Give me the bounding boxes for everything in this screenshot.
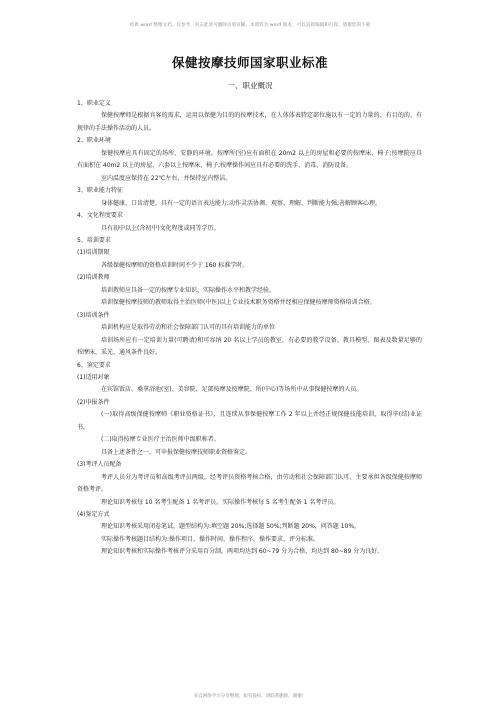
paragraph: (二)取得按摩专业医疗主治医师中级职称者。	[101, 436, 220, 444]
paragraph: (一)取得高级保健按摩师《职业资格证书》，且连续从事保健按摩工作 2 年以上并经正规保健技能培训，取得毕(结)业证书。	[77, 411, 422, 431]
subheading: (4)鉴定方式	[77, 510, 110, 518]
document-body	[77, 98, 422, 559]
subheading: (3)考评人员配备	[77, 461, 122, 469]
paragraph: 培训保健按摩技师的教师取得主治医师(中医)以上专业技术职务资格并经相应保健按摩师资格培训合格。	[101, 299, 376, 307]
paragraph: 培训教师应具备一定的按摩专业知识、实际操作水平和教学经验。	[101, 286, 276, 294]
paragraph: 保健按摩应具有固定的场所、安静的环境。按摩所(室)应有面积在 20m2 以上的房屋和必要的按摩床、椅子;按摩院应具有面积在 40m2 以上的房屋，六套以上按摩床、椅子;按摩操作间应具有必要的洗手、消毒、消防设备。	[77, 149, 422, 170]
paragraph: 实际操作考核题目结构为:操作项目、操作时间、操作程序、操作要求、评分标准。	[101, 535, 320, 543]
subheading: (1)培训期限	[77, 249, 110, 257]
document-title: 保健按摩技师国家职业标准	[171, 55, 328, 70]
header-note: 经典 word 整理文档，仅参考，双击此处可删除页眉页脚。本资料为 word 版本，可以直接编辑和打印，感谢您的下载	[129, 23, 371, 28]
paragraph: 理论知识考核和实际操作考核评分采用百分制，两项均达到 60~79 分为合格，均达到 80~89 分为良好。	[101, 548, 384, 556]
paragraph: 身体健康、口齿清楚，具有一定的语言表达能力;动作灵活协调、观察、理解、判断能力强;善解顾客心理。	[101, 199, 382, 207]
subheading: (2)申报条件	[77, 398, 110, 406]
paragraph: 保健按摩师是根据宾客的需求，运用以保健为目的的按摩技术，在人体体表特定部位施以有一定的力量的、有目的的、有规律的手法操作活动的人员。	[77, 112, 422, 132]
paragraph: 培训机构应是取得劳动和社会保障部门认可的具有培训能力的单位	[101, 324, 276, 332]
heading-training: 5、培训要求	[77, 236, 111, 244]
subheading: (2)培训教师	[77, 274, 110, 282]
paragraph: 培训场所应有一定培训力量(可聘请)和可容纳 20 名以上学员的教室，有必要的教学设备、教具模型、图表及数量足够的按摩床，采光、通风条件良好。	[77, 336, 422, 357]
paragraph: 理论知识考核每 10 名考生配备 1 名考评员，实际操作考核每 5 名考生配备 1 名考评员。	[101, 498, 340, 506]
subheading: (3)培训条件	[77, 311, 110, 319]
heading-education: 4、文化程度要求	[77, 212, 123, 220]
subheading: (1)适用对象	[77, 373, 110, 381]
paragraph: 理论知识考核采用闭卷笔试，题型结构为:填空题 20%;选择题 50%;判断题 20%，问答题 10%。	[101, 523, 361, 531]
heading-ability: 3、职业能力特征	[77, 187, 123, 195]
heading-environment: 2、职业环境	[77, 137, 111, 145]
section-heading: 一、职业概况	[227, 81, 273, 90]
paragraph: 各级保健按摩师的资格培训时间不少于 160 标准学时。	[101, 261, 249, 269]
paragraph: 考评人员分为考评员和高级考评员两级，经考评员资格考核合格，由劳动和社会保障部门认可、主要承担各级保健按摩师资格考评。	[77, 473, 422, 494]
paragraph: 具有初中以上(含初中)文化程度或同等学历。	[101, 224, 220, 232]
heading-definition: 1、职业定义	[77, 100, 111, 107]
paragraph: 具备上述条件之一，可申报保健按摩技师职业资格鉴定。	[101, 448, 252, 456]
heading-assessment: 6、鉴定要求	[77, 361, 111, 369]
footer-note: 来自网络学习分享整理，如有侵权，请联系删除，谢谢！	[193, 694, 307, 699]
paragraph: 在宾馆饭店、桑拿浴池(室)、美容院、足部按摩及按摩院、所(中心)等场所中从事保健按摩的人员。	[101, 386, 363, 394]
paragraph: 室内温度应保持在 22℃左右，并保持室内整洁。	[101, 174, 232, 182]
